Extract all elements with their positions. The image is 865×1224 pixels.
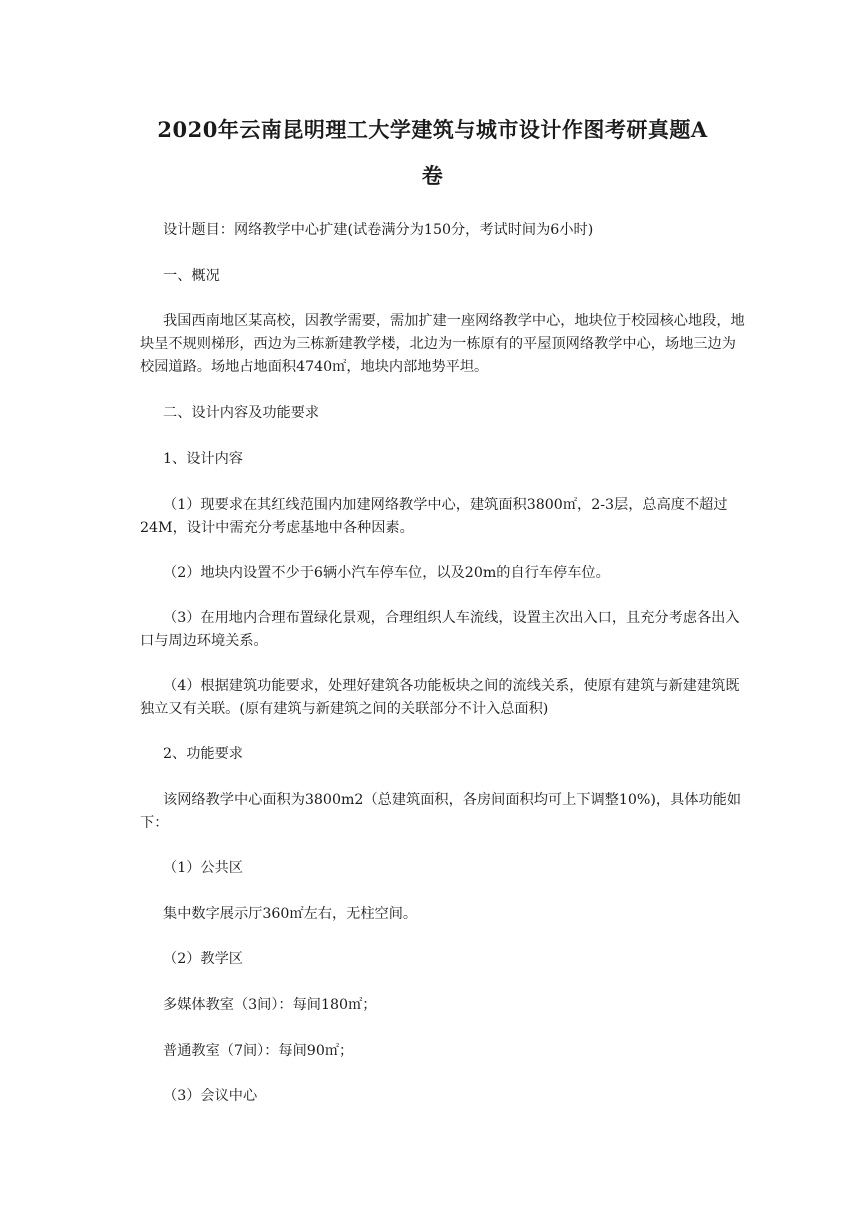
requirement-item-2: （2）地块内设置不少于6辆小汽车停车位，以及20m的自行车停车位。 [163,565,610,581]
section-heading-overview: 一、概况 [163,268,220,284]
requirement-item-4: （4）根据建筑功能要求，处理好建筑各功能板块之间的流线关系，使原有建筑与新建建筑既独立又有关联。(原有建筑与新建筑之间的关联部分不计入总面积) [140,678,740,717]
subsection-heading-design-content: 1、设计内容 [163,451,243,467]
function-multimedia-classroom: 多媒体教室（3间）：每间180㎡； [163,997,377,1013]
section-heading-design-content: 二、设计内容及功能要求 [163,405,320,421]
function-public-area-heading: （1）公共区 [163,860,243,876]
requirement-item-3: （3）在用地内合理布置绿化景观，合理组织人车流线，设置主次出入口，且充分考虑各出入口与周边环境关系。 [140,610,740,649]
function-conference-center-heading: （3）会议中心 [163,1088,258,1104]
requirement-item-1: （1）现要求在其红线范围内加建网络教学中心，建筑面积3800㎡，2-3层，总高度不超过24M，设计中需充分考虑基地中各种因素。 [140,497,728,536]
function-teaching-area-heading: （2）教学区 [163,951,243,967]
function-regular-classroom: 普通教室（7间）：每间90㎡； [163,1043,354,1059]
overview-paragraph: 我国西南地区某高校，因教学需要，需加扩建一座网络教学中心，地块位于校园核心地段，地块呈不规则梯形，西边为三栋新建教学楼，北边为一栋原有的平屋顶网络教学中心，场地三边为校园道路。场地占地面积4740㎡，地块内部地势平坦。 [140,313,745,375]
document-title-line2: 卷 [421,163,444,188]
function-public-area-detail: 集中数字展示厅360㎡左右，无柱空间。 [163,906,418,922]
design-topic: 设计题目：网络教学中心扩建(试卷满分为150分，考试时间为6小时) [163,222,594,238]
document-title-line1: 2020年云南昆明理工大学建筑与城市设计作图考研真题A [157,117,708,142]
subsection-heading-function: 2、功能要求 [163,746,243,762]
function-intro-paragraph: 该网络教学中心面积为3800m2（总建筑面积，各房间面积均可上下调整10%)，具体功能如下： [140,792,742,831]
